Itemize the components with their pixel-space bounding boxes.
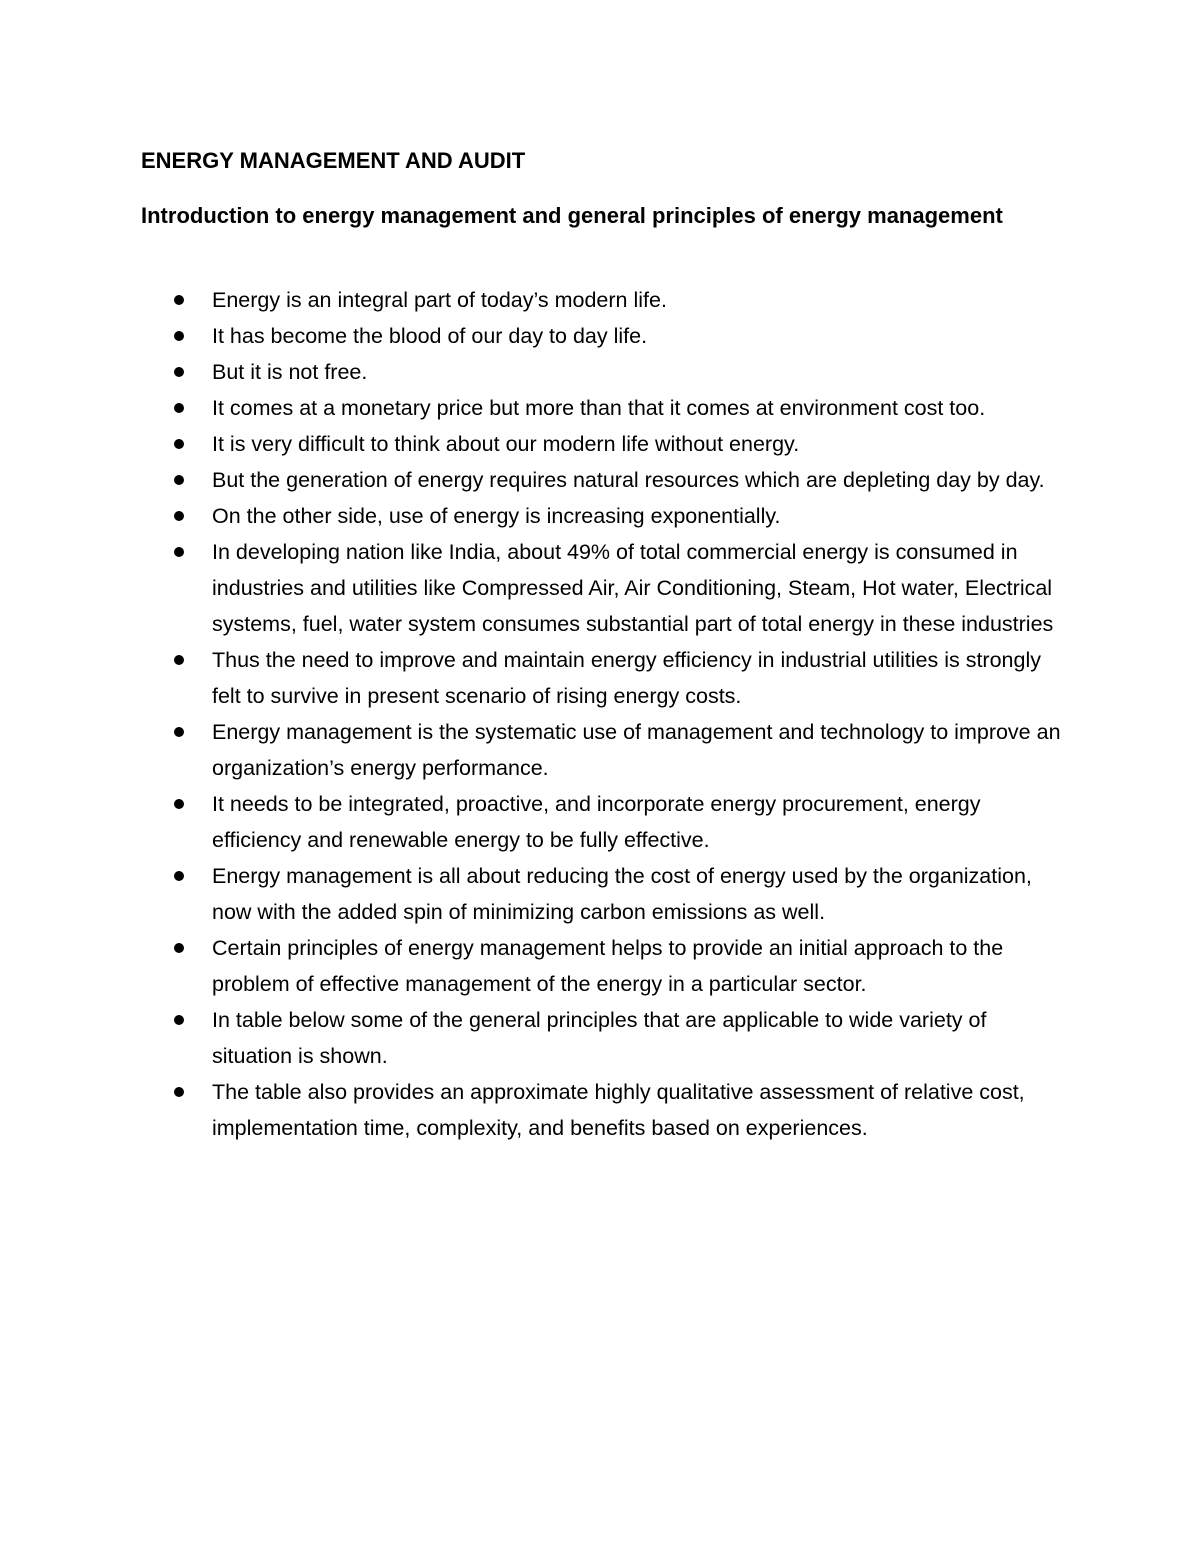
list-item	[141, 858, 1071, 930]
list-item	[141, 786, 1071, 858]
list-item-text: But it is not free.	[212, 360, 368, 384]
list-item-text: It comes at a monetary price but more than that it comes at environment cost too.	[212, 396, 986, 420]
list-item-text: It has become the blood of our day to day life.	[212, 324, 648, 348]
bullet-icon	[174, 871, 184, 881]
list-item-text: It is very difficult to think about our modern life without energy.	[212, 432, 800, 456]
list-item	[141, 642, 1071, 714]
bullet-icon	[174, 655, 184, 665]
list-item-text: But the generation of energy requires natural resources which are depleting day by day.	[212, 468, 1045, 492]
bullet-icon	[174, 403, 184, 413]
list-item	[141, 354, 1071, 390]
bullet-icon	[174, 367, 184, 377]
bullet-icon	[174, 1087, 184, 1097]
list-item-text: It needs to be integrated, proactive, and incorporate energy procurement, energy efficiency and renewable energy to be fully effective.	[212, 792, 981, 852]
document-title: ENERGY MANAGEMENT AND AUDIT	[141, 148, 526, 173]
list-item	[141, 282, 1071, 318]
bullet-icon	[174, 547, 184, 557]
list-item-text: Energy is an integral part of today’s modern life.	[212, 288, 667, 312]
bullet-list	[141, 282, 1071, 1146]
list-item-text: In developing nation like India, about 49% of total commercial energy is consumed in industries and utilities like Compressed Air, Air Conditioning, Steam, Hot water, Electrical systems, fuel, water system consumes substantial part of total energy in these industries	[212, 540, 1054, 636]
list-item-text: Energy management is all about reducing the cost of energy used by the organization, now with the added spin of minimizing carbon emissions as well.	[212, 864, 1032, 924]
bullet-icon	[174, 331, 184, 341]
list-item	[141, 498, 1071, 534]
list-item-text: In table below some of the general principles that are applicable to wide variety of situation is shown.	[212, 1008, 987, 1068]
list-item-text: The table also provides an approximate highly qualitative assessment of relative cost, implementation time, complexity, and benefits based on experiences.	[212, 1080, 1025, 1140]
bullet-icon	[174, 511, 184, 521]
bullet-icon	[174, 727, 184, 737]
list-item	[141, 390, 1071, 426]
list-item	[141, 714, 1071, 786]
list-item	[141, 462, 1071, 498]
bullet-icon	[174, 943, 184, 953]
list-item-text: Energy management is the systematic use of management and technology to improve an organization’s energy performance.	[212, 720, 1061, 780]
list-item	[141, 534, 1071, 642]
list-item-text: Thus the need to improve and maintain energy efficiency in industrial utilities is strongly felt to survive in present scenario of rising energy costs.	[212, 648, 1041, 708]
bullet-icon	[174, 475, 184, 485]
bullet-icon	[174, 439, 184, 449]
list-item	[141, 1074, 1071, 1146]
bullet-icon	[174, 295, 184, 305]
list-item	[141, 930, 1071, 1002]
list-item	[141, 426, 1071, 462]
list-item-text: On the other side, use of energy is increasing exponentially.	[212, 504, 781, 528]
list-item	[141, 318, 1071, 354]
list-item-text: Certain principles of energy management helps to provide an initial approach to the problem of effective management of the energy in a particular sector.	[212, 936, 1004, 996]
list-item	[141, 1002, 1071, 1074]
section-heading: Introduction to energy management and general principles of energy management	[141, 203, 1003, 228]
bullet-icon	[174, 1015, 184, 1025]
bullet-icon	[174, 799, 184, 809]
